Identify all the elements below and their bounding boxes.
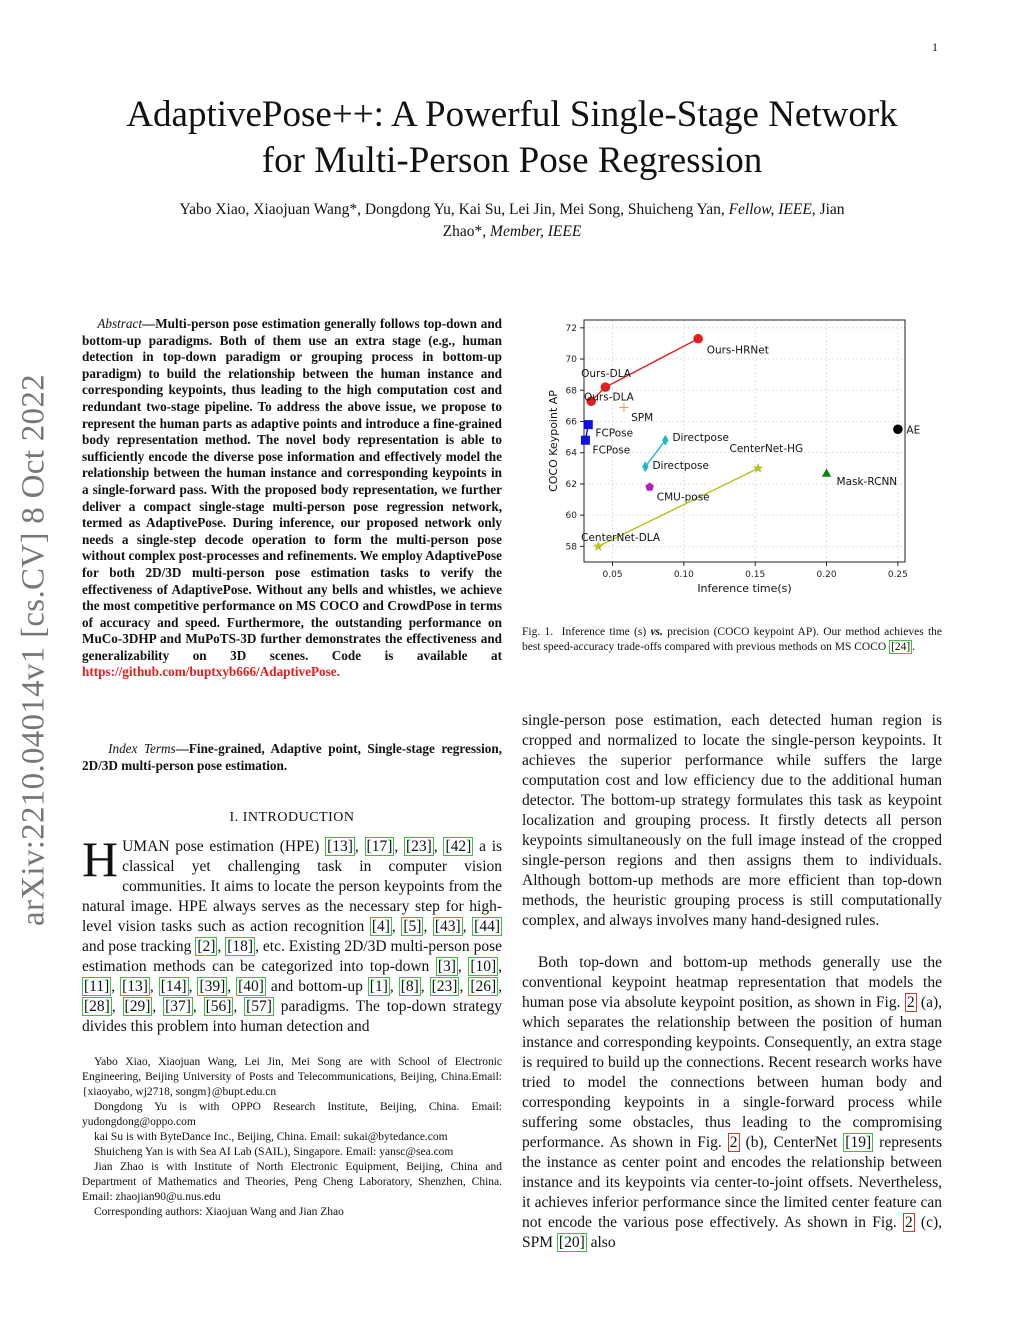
point-label: AE [906, 424, 921, 437]
y-tick-label: 66 [565, 417, 577, 428]
caption-vs: vs. [650, 626, 663, 638]
point-label: SPM [631, 411, 654, 424]
intro-text: a is classical yet challenging task in computer vision communities. It aims to locate the person keypoints from the natural image. HPE always serves as the necessary step for high-level vision tasks such as action recognition [82, 838, 503, 935]
y-tick-label: 72 [565, 323, 577, 334]
footnote: Dongdong Yu is with OPPO Research Institute, Beijing, China. Email: yudongdong@oppo.com [82, 1101, 502, 1128]
point-label: Directpose [652, 460, 709, 473]
citation[interactable]: [24] [891, 640, 911, 653]
page-number: 1 [932, 40, 938, 54]
x-tick-label: 0.10 [673, 570, 694, 580]
point-label: FCPose [592, 444, 631, 457]
abstract [82, 316, 502, 681]
citation[interactable]: [37] [165, 998, 191, 1015]
marker-fcpose [581, 436, 590, 445]
authors-line-2: Zhao*, [442, 223, 487, 240]
caption-text: . [912, 640, 916, 653]
y-axis-label: COCO Keypoint AP [547, 390, 560, 492]
intro-text: , etc. Existing 2D/3D multi-person pose estimation methods can be categorized into top-down [82, 938, 503, 975]
index-terms-label: Index Terms [108, 741, 176, 756]
footnote: kai Su is with ByteDance Inc., Beijing, China. Email: sukai@bytedance.com [94, 1131, 448, 1143]
body-text: Both top-down and bottom-up methods generally use the conventional keypoint heatmap representation that models the human pose via absolute keypoint position, as shown in Fig. [522, 954, 942, 1011]
y-tick-label: 60 [565, 511, 577, 522]
dropcap: H [82, 831, 119, 887]
point-label: FCPose [595, 427, 634, 440]
y-tick-label: 64 [565, 448, 577, 459]
code-link[interactable]: https://github.com/buptxyb666/AdaptivePose. [82, 664, 340, 680]
citation[interactable]: [14] [160, 978, 187, 995]
intro-text: paradigms. The top-down strategy divides this problem into human detection and [82, 998, 502, 1035]
body-text: (c), SPM [522, 1214, 942, 1251]
figure-caption [522, 625, 942, 654]
marker-mask-rcnn [822, 469, 832, 477]
marker-ours-dla [601, 382, 611, 392]
footnote: Jian Zhao is with Institute of North Electronic Equipment, Beijing, China and Department of Mathematics and Theories, Peng Cheng Laboratory, Shenzhen, China. Email: zhaojian90@u.nus.edu [82, 1161, 502, 1203]
figure-reference[interactable]: 2 [906, 994, 915, 1011]
footnote: Shuicheng Yan is with Sea AI Lab (SAIL), Singapore. Email: yansc@sea.com [94, 1146, 454, 1158]
citation[interactable]: [1] [369, 978, 388, 995]
citation[interactable]: [26] [470, 978, 497, 995]
point-label: Ours-HRNet [706, 344, 769, 357]
index-terms [82, 741, 502, 774]
citation[interactable]: [23] [431, 978, 458, 995]
citation[interactable]: [5] [403, 918, 422, 935]
body-text: represents the instance as center point and encodes the relationship between instance and its keypoints via center-to-joint offsets. Nevertheless, it achieves inferior performance since the limited center feature can not encode the various pose effectively. As shown in Fig. [522, 1134, 942, 1231]
intro-text: and bottom-up [265, 978, 368, 995]
author-list [90, 199, 934, 243]
x-tick-label: 0.15 [745, 570, 766, 580]
authors-jian: Jian [819, 201, 845, 218]
y-tick-label: 70 [565, 355, 577, 366]
section-number: I. [229, 810, 239, 825]
citation[interactable]: [57] [246, 998, 272, 1015]
citation[interactable]: [10] [470, 958, 497, 975]
citation[interactable]: [29] [124, 998, 151, 1015]
caption-label: Fig. 1. [522, 626, 554, 638]
citation[interactable]: [4] [371, 918, 390, 935]
citation[interactable]: [40] [238, 978, 264, 995]
arxiv-stamp [4, 365, 64, 935]
citation[interactable]: [44] [474, 918, 500, 935]
footnotes [82, 1055, 502, 1220]
marker-fcpose [584, 420, 593, 429]
speed-accuracy-chart [522, 312, 942, 602]
citation[interactable]: [8] [400, 978, 419, 995]
x-tick-label: 0.25 [887, 570, 908, 580]
y-tick-label: 68 [565, 386, 577, 397]
figure-reference[interactable]: 2 [729, 1134, 738, 1151]
point-label: Ours-DLA [584, 391, 634, 404]
body-paragraph: single-person pose estimation, each detected human region is cropped and normalized to locate the single-person keypoints. It achieves the superior performance while suffers the large computation cost and low efficiency due to the additional human detector. The bottom-up strategy formulates this task as keypoint localization and grouping process. It firstly detects all person keypoints simultaneously on the full image instead of the cropped single-person regions and then assigns them to individuals. Although bottom-up methods are more efficient than top-down methods, the heuristic grouping process is still computationally complex, and always involves many hand-designed rules. [522, 712, 942, 929]
title-line-1: AdaptivePose++: A Powerful Single-Stage Network [126, 94, 898, 135]
authors-line-1: Yabo Xiao, Xiaojuan Wang*, Dongdong Yu, Kai Su, Lei Jin, Mei Song, Shuicheng Yan, [179, 201, 725, 218]
section-title: INTRODUCTION [242, 810, 355, 825]
caption-text: precision (COCO keypoint AP). Our method achieves the best speed-accuracy trade-offs compared with previous methods on MS COCO [522, 626, 943, 653]
citation[interactable]: [2] [197, 938, 216, 955]
authors-fellow: Fellow, IEEE, [728, 201, 816, 218]
intro-paragraph: HUMAN pose estimation (HPE) [13] , [17] , [23] , [42] a is classical yet challenging task in computer vision communities. It aims to locate the person keypoints from the natural image. HPE always serves as the necessary step for high-level vision tasks such as action recognition [4] , [5] , [43] , [44] and pose tracking [2] , [18] , etc. Existing 2D/3D multi-person pose estimation methods can be categorized into top-down [3] , [10] , [11] , [13] , [14] , [39] , [40] and bottom-up [1] , [8] , [23] , [26] , [28] , [29] , [37] , [56] , [57] paradigms. The top-down strategy divides this problem into human detection and [82, 831, 503, 1035]
point-label: CMU-pose [656, 491, 710, 504]
section-heading [82, 810, 502, 826]
marker-centernet-hg [753, 463, 763, 473]
citation[interactable]: [17] [366, 838, 393, 855]
citation[interactable]: [20] [558, 1234, 585, 1251]
citation[interactable]: [43] [434, 918, 461, 935]
body-text: (a), which separates the relationship between the position of human instance and corresponding keypoints. Consequently, an extra stage is required to build up the connections. Recent research works have tried to model the connections between human body and corresponding keypoints in a single-forward process while suffering some obstacles, thus leading to the compromising performance. As shown in Fig. [522, 994, 942, 1151]
paper-title [60, 92, 964, 184]
point-label: Mask-RCNN [836, 475, 898, 488]
authors-member: Member, IEEE [490, 223, 582, 240]
point-label: CenterNet-HG [729, 443, 804, 456]
citation[interactable]: [23] [406, 838, 432, 855]
abstract-label: Abstract [97, 316, 143, 331]
marker-ours-hrnet [693, 334, 703, 344]
citation[interactable]: [19] [845, 1134, 872, 1151]
citation[interactable]: [13] [122, 978, 148, 995]
citation[interactable]: [13] [327, 838, 353, 855]
marker-ae [893, 424, 903, 434]
y-tick-label: 58 [565, 542, 577, 553]
figure-reference[interactable]: 2 [904, 1214, 913, 1231]
citation[interactable]: [39] [199, 978, 226, 995]
body-text: (b), CenterNet [739, 1134, 844, 1151]
footnote: Corresponding authors: Xiaojuan Wang and Jian Zhao [94, 1206, 344, 1218]
x-tick-label: 0.05 [602, 570, 623, 580]
citation[interactable]: [3] [437, 958, 456, 975]
y-tick-label: 62 [565, 479, 577, 490]
x-tick-label: 0.20 [816, 570, 837, 580]
body-paragraph [522, 953, 942, 1253]
x-axis-label: Inference time(s) [697, 582, 792, 595]
citation[interactable]: [42] [445, 838, 472, 855]
caption-text: Inference time (s) [561, 626, 651, 638]
body-text: also [586, 1234, 616, 1251]
citation[interactable]: [18] [227, 938, 254, 955]
footnote: Yabo Xiao, Xiaojuan Wang, Lei Jin, Mei Song are with School of Electronic Engineering, Beijing University of Posts and Telecommunications, Beijing, China.Email: {xiaoyabo, wj2718, songm}@bupt.edu.cn [82, 1056, 502, 1098]
intro-text: and pose tracking [82, 938, 196, 955]
abstract-text: —Multi-person pose estimation generally follows top-down and bottom-up paradigms. Both of them use an extra stage (e.g., human detection in top-down paradigm or grouping process in bottom-up paradigm) to build the relationship between the human instance and corresponding keypoints, thus leading to the high computation cost and redundant two-stage pipeline. To address the above issue, we propose to represent the human parts as adaptive points and introduce a fine-grained body representation method. The novel body representation is able to sufficiently encode the diverse pose information and effectively model the relationship between the human instance and corresponding keypoints in a single-forward pass. With the proposed body representation, we further deliver a compact single-stage multi-person pose regression network, termed as AdaptivePose. During inference, our proposed network only needs a single-step decode operation to form the multi-person pose without complex post-processes and refinements. We employ AdaptivePose for both 2D/3D multi-person pose estimation tasks to verify the effectiveness of AdaptivePose. Without any bells and whistles, we achieve the most competitive performance on MS COCO and CrowdPose in terms of accuracy and speed. Furthermore, the outstanding performance on MuCo-3DHP and MuPoTS-3D further demonstrates the effectiveness and generalizability on 3D scenes. Code is available at [82, 316, 502, 663]
arxiv-stamp-text: arXiv:2210.04014v1 [cs.CV] 8 Oct 2022 [15, 374, 52, 926]
citation[interactable]: [28] [84, 998, 110, 1015]
citation[interactable]: [56] [205, 998, 232, 1015]
point-label: Ours-DLA [581, 368, 632, 381]
citation[interactable]: [11] [84, 978, 110, 995]
title-line-2: for Multi-Person Pose Regression [261, 140, 763, 181]
point-label: CenterNet-DLA [581, 532, 661, 545]
intro-text: UMAN pose estimation (HPE) [122, 838, 326, 855]
index-terms-text: —Fine-grained, Adaptive point, Single-stage regression, 2D/3D multi-person pose estimation. [82, 741, 502, 773]
point-label: Directpose [672, 432, 729, 445]
